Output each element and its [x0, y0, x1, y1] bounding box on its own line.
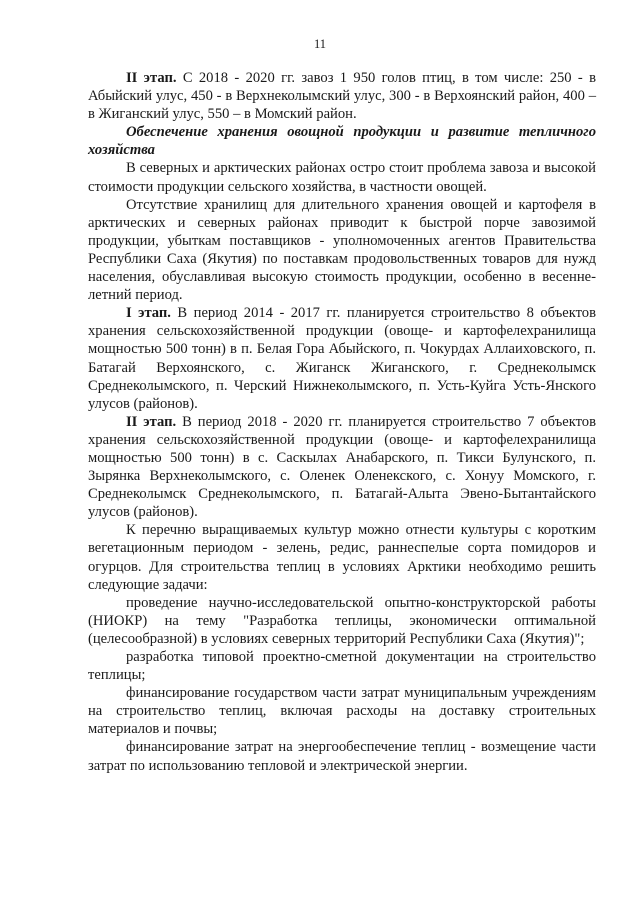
task-item-design-docs: разработка типовой проектно-сметной документации на строительство теплицы;: [88, 649, 596, 684]
task-item-construction-funding: финансирование государством части затрат муниципальным учреждениям на строительство теплиц, включая расходы на доставку строительных материалов и почвы;: [88, 685, 596, 738]
paragraph-storage-lack: Отсутствие хранилищ для длительного хранения овощей и картофеля в арктических и северных районах приводит к быстрой порче завозимой продукции, убыткам поставщиков - уполномоченных агентов Правительства Республики Саха (Якутия) по поставкам продовольственных товаров для нужд населения, обуславливая высокую стоимость продукции, особенно в весенне-летний период.: [88, 196, 596, 304]
paragraph-problem: В северных и арктических районах остро стоит проблема завоза и высокой стоимости продукции сельского хозяйства, в частности овощей.: [88, 160, 596, 195]
paragraph-text: С 2018 - 2020 гг. завоз 1 950 голов птиц, в том числе: 250 - в Абыйский улус, 450 - в Верхнеколымский улус, 300 - в Верхоянский район, 400 – в Жиганский улус, 550 – в Момский район.: [88, 70, 596, 123]
stage-label: II этап.: [126, 70, 177, 86]
task-item-niokr: проведение научно-исследовательской опытно-конструкторской работы (НИОКР) на тему "Разработка теплицы, экономически оптимальной (целесообразной) в условиях северных территорий Республики Саха (Якутия)";: [88, 594, 596, 647]
section-heading: Обеспечение хранения овощной продукции и развитие тепличного хозяйства: [88, 124, 596, 159]
paragraph-stage-2-poultry: [88, 69, 596, 123]
paragraph-text: В период 2018 - 2020 гг. планируется строительство 7 объектов хранения сельскохозяйственной продукции (овоще- и картофелехранилища мощностью 500 тонн) в с. Саскылах Анабарского, п. Тикси Булунского, п. Зырянка Верхнеколымского, с. Оленек Оленекского, с. Хонуу Момского, г. Среднеколымск Среднеколымского, п. Батагай-Алыта Эвено-Бытантайского улусов (районов).: [88, 413, 596, 521]
document-body: [88, 69, 596, 775]
stage-label: II этап.: [126, 413, 177, 430]
paragraph-stage-1-storage: [88, 304, 596, 413]
paragraph-stage-2-storage: [88, 413, 596, 522]
stage-label: I этап.: [126, 305, 171, 322]
paragraph-crops: К перечню выращиваемых культур можно отнести культуры с коротким вегетационным периодом - зелень, редис, раннеспелые сорта помидоров и огурцов. Для строительства теплиц в условиях Арктики необходимо решить следующие задачи:: [88, 522, 596, 593]
task-item-energy-funding: финансирование затрат на энергообеспечение теплиц - возмещение части затрат по использованию тепловой и электрической энергии.: [88, 739, 596, 774]
page-number: 11: [313, 37, 327, 51]
paragraph-text: В период 2014 - 2017 гг. планируется строительство 8 объектов хранения сельскохозяйственной продукции (овоще- и картофелехранилища мощностью 500 тонн) в п. Белая Гора Абыйского, п. Чокурдах Аллаиховского, п. Батагай Верхоянского, с. Жиганск Жиганского, г. Среднеколымск Среднеколымского, п. Черский Нижнеколымского, п. Усть-Куйга Усть-Янского улусов (районов).: [88, 305, 596, 412]
